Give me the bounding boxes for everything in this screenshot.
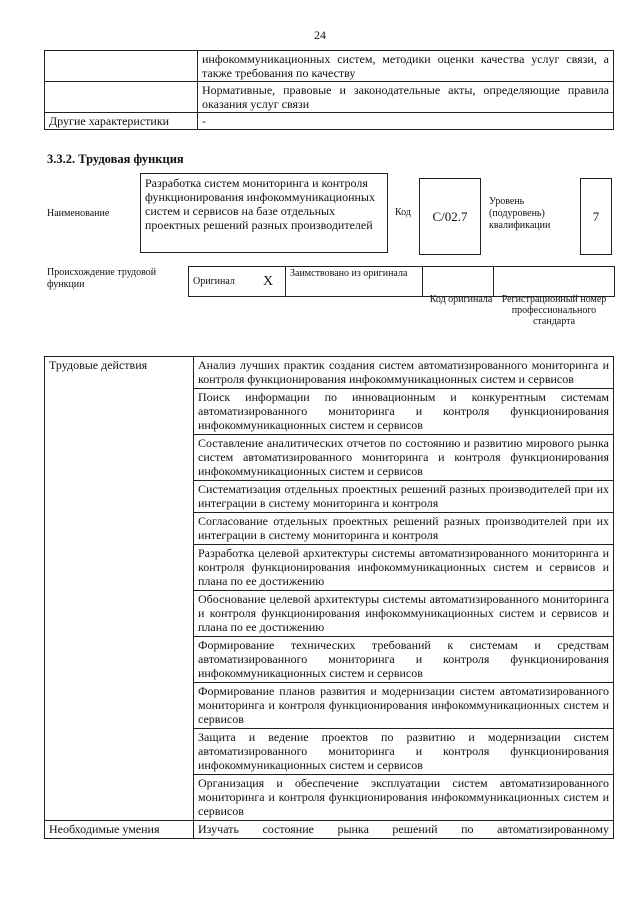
page-number: 24 xyxy=(314,28,326,42)
action-item: Анализ лучших практик создания систем автоматизированного мониторинга и контроля функционирования инфокоммуникационных систем и сервисов xyxy=(194,357,614,389)
borrowed-label: Заимствовано из оригинала xyxy=(286,267,423,297)
action-item: Формирование планов развития и модернизации систем автоматизированного мониторинга и контроля функционирования инфокоммуникационных систем и сервисов xyxy=(194,683,614,729)
table-row xyxy=(189,267,615,297)
action-item: Формирование технических требований к системам и средствам автоматизированного мониторинга и контроля функционирования инфокоммуникационных систем и сервисов xyxy=(194,637,614,683)
reg-caption: Регистрационный номер профессионального стандарта xyxy=(501,294,607,327)
table-row xyxy=(45,357,614,389)
origin-code-cell xyxy=(423,267,494,297)
action-item: Систематизация отдельных проектных решений разных производителей при их интеграции в систему мониторинга и контроля xyxy=(194,481,614,513)
row-value: - xyxy=(198,113,614,130)
code-label: Код xyxy=(395,207,411,218)
original-label: Оригинал xyxy=(189,267,252,297)
row-value: инфокоммуникационных систем, методики оценки качества услуг связи, а также требования по качеству xyxy=(198,51,614,82)
action-item: Согласование отдельных проектных решений разных производителей при их интеграции в систему мониторинга и контроля xyxy=(194,513,614,545)
reg-number-cell xyxy=(494,267,615,297)
action-item: Разработка целевой архитектуры системы автоматизированного мониторинга и контроля функционирования инфокоммуникационных систем и сервисов и плана по ее достижению xyxy=(194,545,614,591)
level-label: Уровень (подуровень) квалификации xyxy=(489,196,551,231)
section-title: 3.3.2. Трудовая функция xyxy=(47,152,184,166)
action-item: Поиск информации по инновационным и конкурентным системам автоматизированного мониторинга и контроля функционирования инфокоммуникационных систем и сервисов xyxy=(194,389,614,435)
action-item: Составление аналитических отчетов по состоянию и развитию мирового рынка систем автоматизированного мониторинга и контроля функционирования инфокоммуникационных систем и сервисов xyxy=(194,435,614,481)
row-label xyxy=(45,51,198,82)
function-code: C/02.7 xyxy=(419,178,481,255)
row-label xyxy=(45,82,198,113)
main-table xyxy=(44,356,614,839)
continuation-table xyxy=(44,50,614,130)
function-name: Разработка систем мониторинга и контроля функционирования инфокоммуникационных систем и сервисов на базе отдельных проектных решений разных производителей xyxy=(140,173,388,253)
row-value: Нормативные, правовые и законодательные акты, определяющие правила оказания услуг связи xyxy=(198,82,614,113)
action-item: Организация и обеспечение эксплуатации систем автоматизированного мониторинга и контроля функционирования инфокоммуникационных систем и сервисов xyxy=(194,775,614,821)
actions-label: Трудовые действия xyxy=(45,357,194,821)
table-row xyxy=(45,821,614,839)
skill-item: Изучать состояние рынка решений по автоматизированному xyxy=(194,821,614,839)
skills-label: Необходимые умения xyxy=(45,821,194,839)
origin-label: Происхождение трудовой функции xyxy=(47,267,157,290)
row-label: Другие характеристики xyxy=(45,113,198,130)
origin-table xyxy=(188,266,615,297)
action-item: Защита и ведение проектов по развитию и модернизации систем автоматизированного мониторинга и контроля функционирования инфокоммуникационных систем и сервисов xyxy=(194,729,614,775)
table-row xyxy=(45,51,614,82)
code-caption: Код оригинала xyxy=(429,294,493,305)
action-item: Обоснование целевой архитектуры системы автоматизированного мониторинга и контроля функционирования инфокоммуникационных систем и сервисов и плана по ее достижению xyxy=(194,591,614,637)
table-row xyxy=(45,82,614,113)
table-row xyxy=(45,113,614,130)
name-label: Наименование xyxy=(47,208,110,219)
original-mark: X xyxy=(251,267,286,297)
qualification-level: 7 xyxy=(580,178,612,255)
